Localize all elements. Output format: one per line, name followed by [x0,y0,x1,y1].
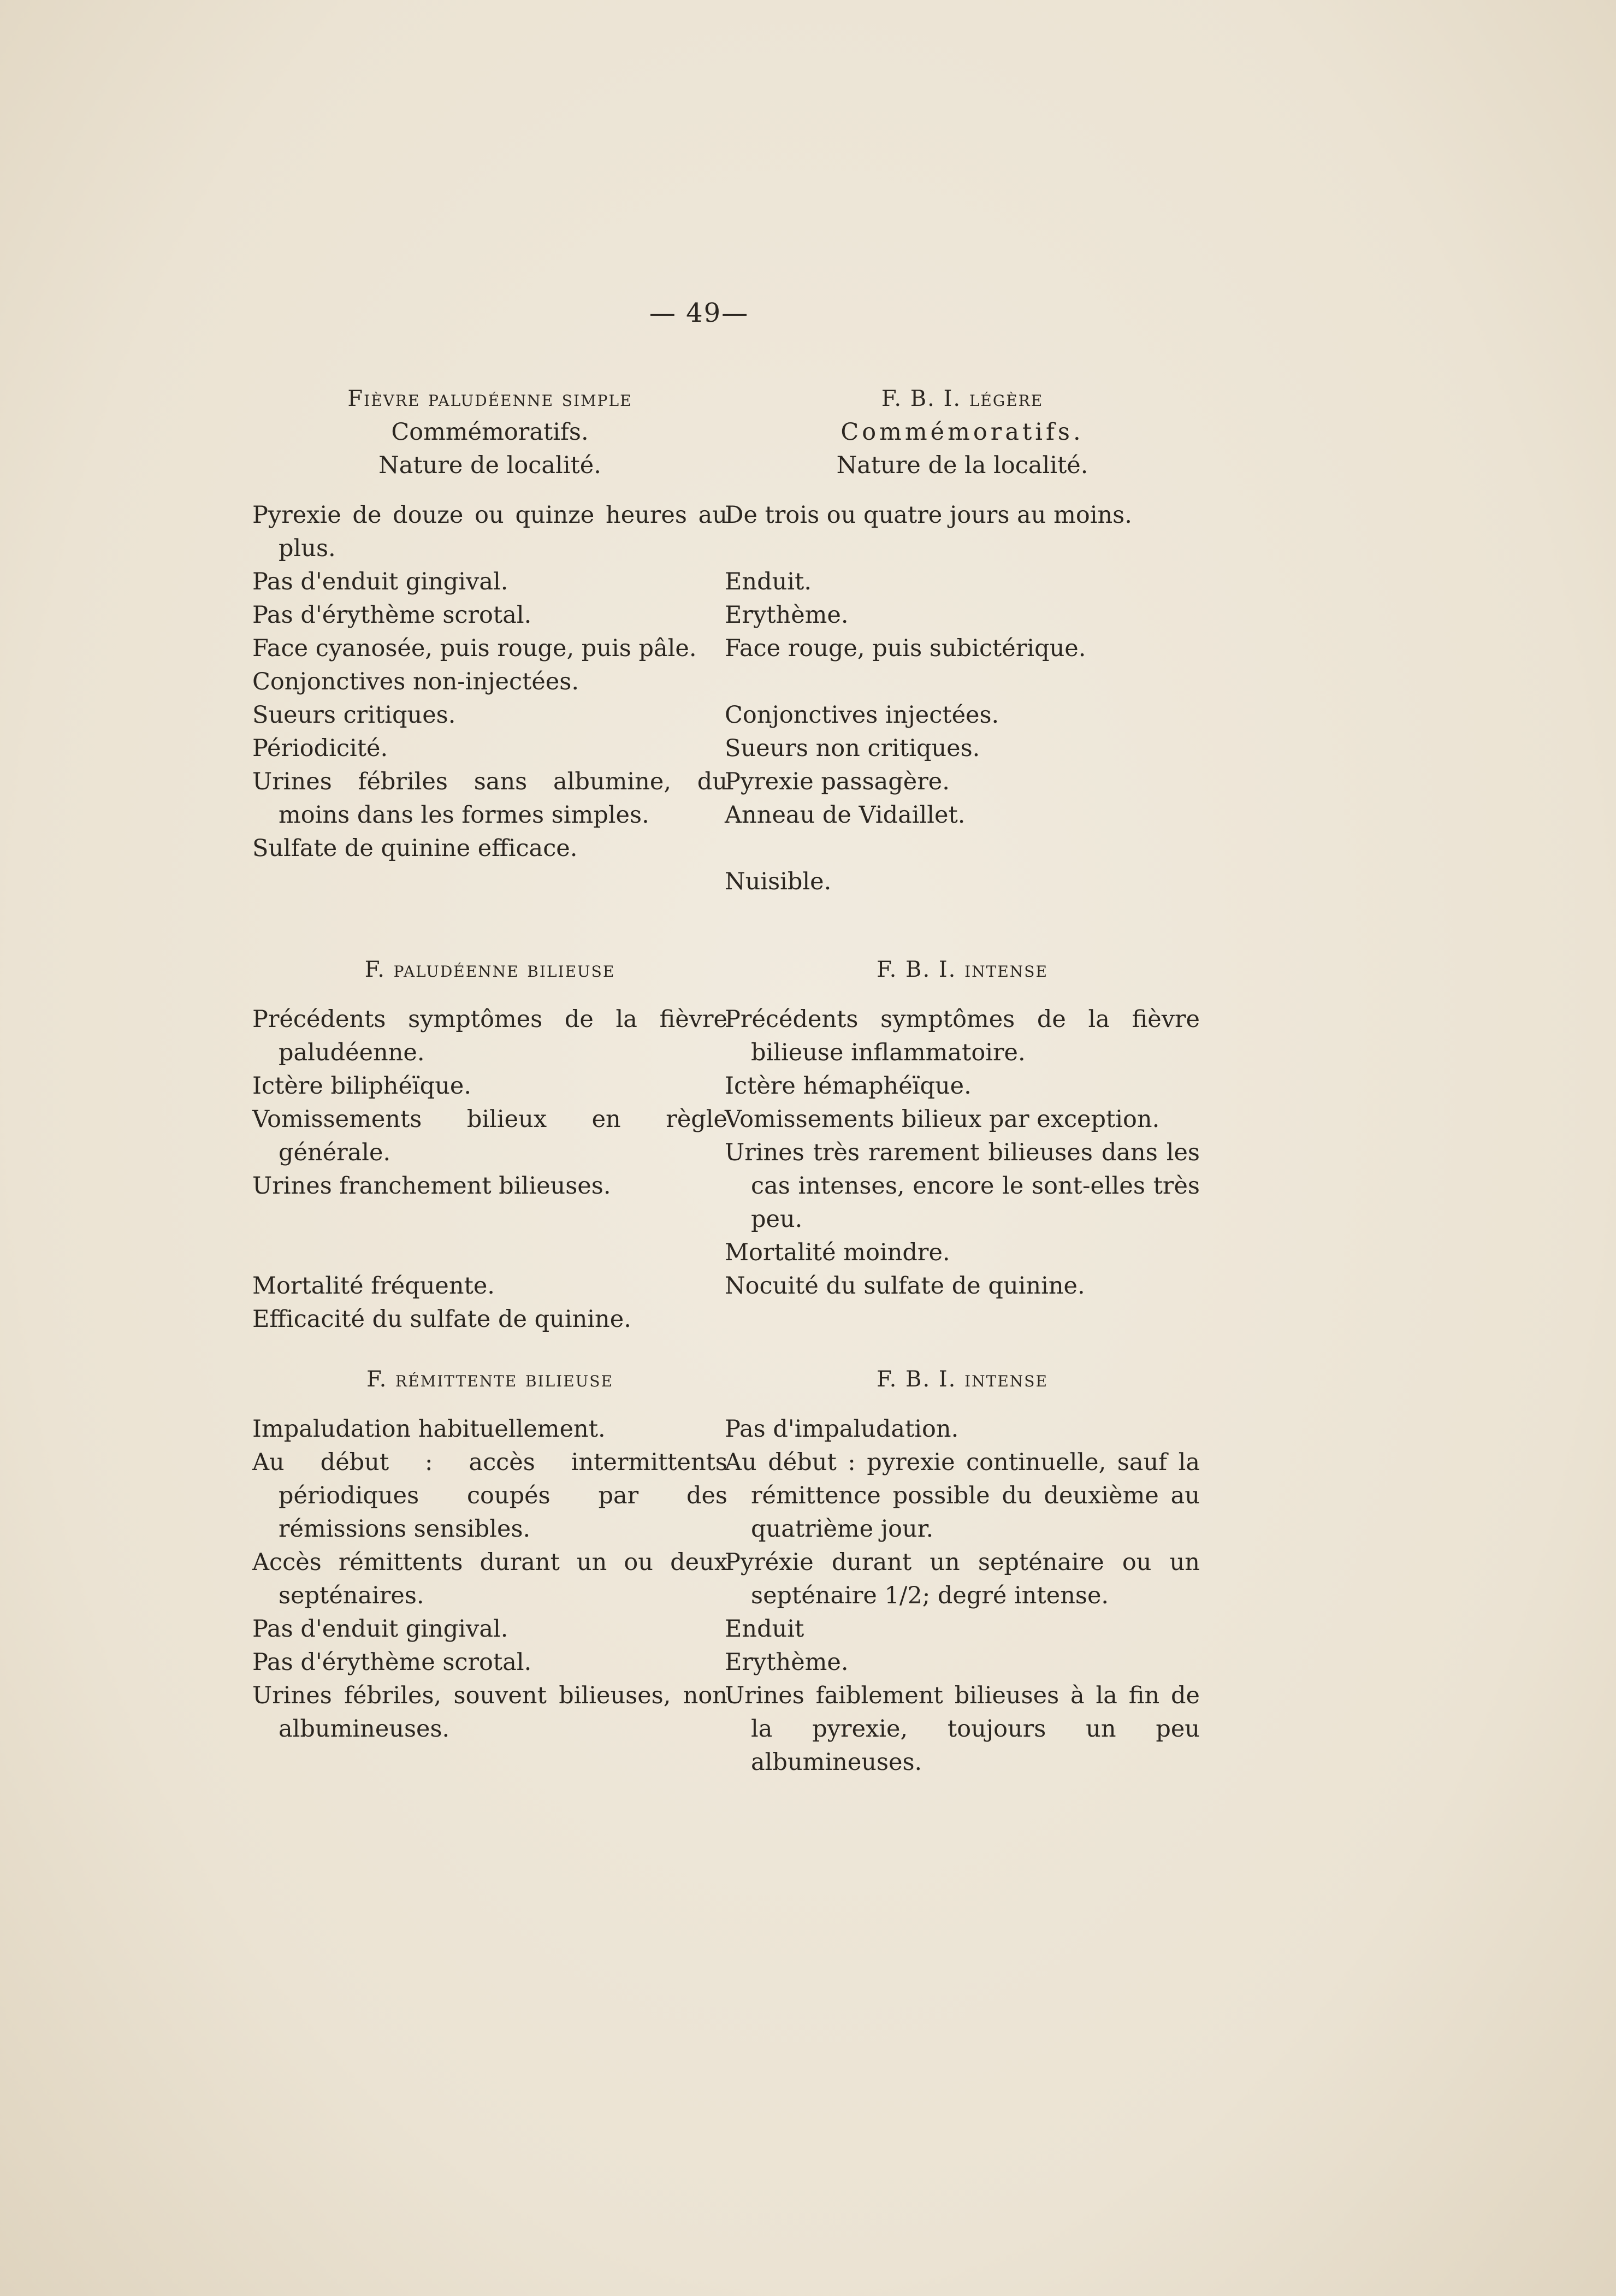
list-item: Pyrexie de douze ou quinze heures au plus. [252,501,727,562]
list-item: Face rouge, puis subictérique. [725,635,1086,662]
list-item: Conjonctives non-injectées. [252,668,579,695]
list-item: Urines fébriles sans albumine, du moins dans les formes simples. [252,768,727,829]
list-item: Mortalité moindre. [725,1239,950,1266]
page-number: — 49— [649,298,749,328]
left-section-simple [252,382,727,865]
section-heading: F. B. I. intense [877,1367,1048,1392]
list-item: Sulfate de quinine efficace. [252,835,578,862]
section-subheading: Nature de la localité. [836,452,1088,479]
right-section-intense-2 [725,1363,1200,1779]
list-item: Pyréxie durant un septénaire ou un septénaire 1/2; degré intense. [725,1549,1200,1609]
list-item: Précédents symptômes de la fièvre paludéenne. [252,1006,727,1066]
section-heading: F. rémittente bilieuse [366,1367,613,1392]
list-item: Vomissements bilieux par exception. [725,1106,1160,1133]
section-heading: F. paludéenne bilieuse [364,957,615,982]
list-item: De trois ou quatre jours au moins. [725,501,1132,529]
list-item: Erythème. [725,601,849,629]
list-item: Pas d'enduit gingival. [252,1615,508,1643]
right-section-legere [725,382,1200,899]
list-item: Efficacité du sulfate de quinine. [252,1306,631,1333]
list-item: Conjonctives injectées. [725,701,999,729]
list-item: Nocuité du sulfate de quinine. [725,1272,1085,1300]
section-subheading: Commémoratifs. [840,418,1084,446]
section-subheading: Commémoratifs. [391,418,589,446]
list-item [725,532,1200,565]
list-item: Urines faiblement bilieuses à la fin de la pyrexie, toujours un peu albumineuses. [725,1682,1200,1776]
list-item: Périodicité. [252,735,388,762]
list-item: Au début : accès intermittents périodiques coupés par des rémissions sensibles. [252,1449,727,1543]
list-item: Enduit. [725,568,812,595]
list-item: Accès rémittents durant un ou deux septénaires. [252,1549,727,1609]
list-item: Pas d'impaludation. [725,1415,959,1443]
list-item [725,665,1200,699]
list-item [725,832,1200,865]
section-heading: Fièvre paludéenne simple [347,386,632,411]
list-item: Pas d'enduit gingival. [252,568,508,595]
section-heading: F. B. I. légère [881,386,1044,411]
list-item: Enduit [725,1615,804,1643]
list-item: Précédents symptômes de la fièvre bilieuse inflammatoire. [725,1006,1200,1066]
left-section-remittente [252,1363,727,1746]
list-item: Impaludation habituellement. [252,1415,606,1443]
left-section-bilieuse [252,953,727,1336]
list-item: Anneau de Vidaillet. [725,801,966,829]
list-item: Urines très rarement bilieuses dans les cas intenses, encore le sont-elles très peu. [725,1139,1200,1233]
list-item: Ictère biliphéïque. [252,1072,472,1100]
list-item: Erythème. [725,1649,849,1676]
list-item: Face cyanosée, puis rouge, puis pâle. [252,635,697,662]
list-item: Urines franchement bilieuses. [252,1172,611,1200]
list-item: Sueurs non critiques. [725,735,980,762]
section-subheading: Nature de localité. [378,452,601,479]
list-item: Pas d'érythème scrotal. [252,601,532,629]
list-item: Pas d'érythème scrotal. [252,1649,532,1676]
list-item: Urines fébriles, souvent bilieuses, non albumineuses. [252,1682,727,1743]
list-item: Nuisible. [725,868,832,895]
list-item: Ictère hémaphéïque. [725,1072,972,1100]
list-item: Vomissements bilieux en règle générale. [252,1106,727,1166]
list-item: Pyrexie passagère. [725,768,950,795]
list-item: Sueurs critiques. [252,701,456,729]
list-item: Au début : pyrexie continuelle, sauf la rémittence possible du deuxième au quatrième jour. [725,1449,1200,1543]
right-section-intense [725,953,1200,1303]
section-heading: F. B. I. intense [877,957,1048,982]
list-item: Mortalité fréquente. [252,1272,495,1300]
